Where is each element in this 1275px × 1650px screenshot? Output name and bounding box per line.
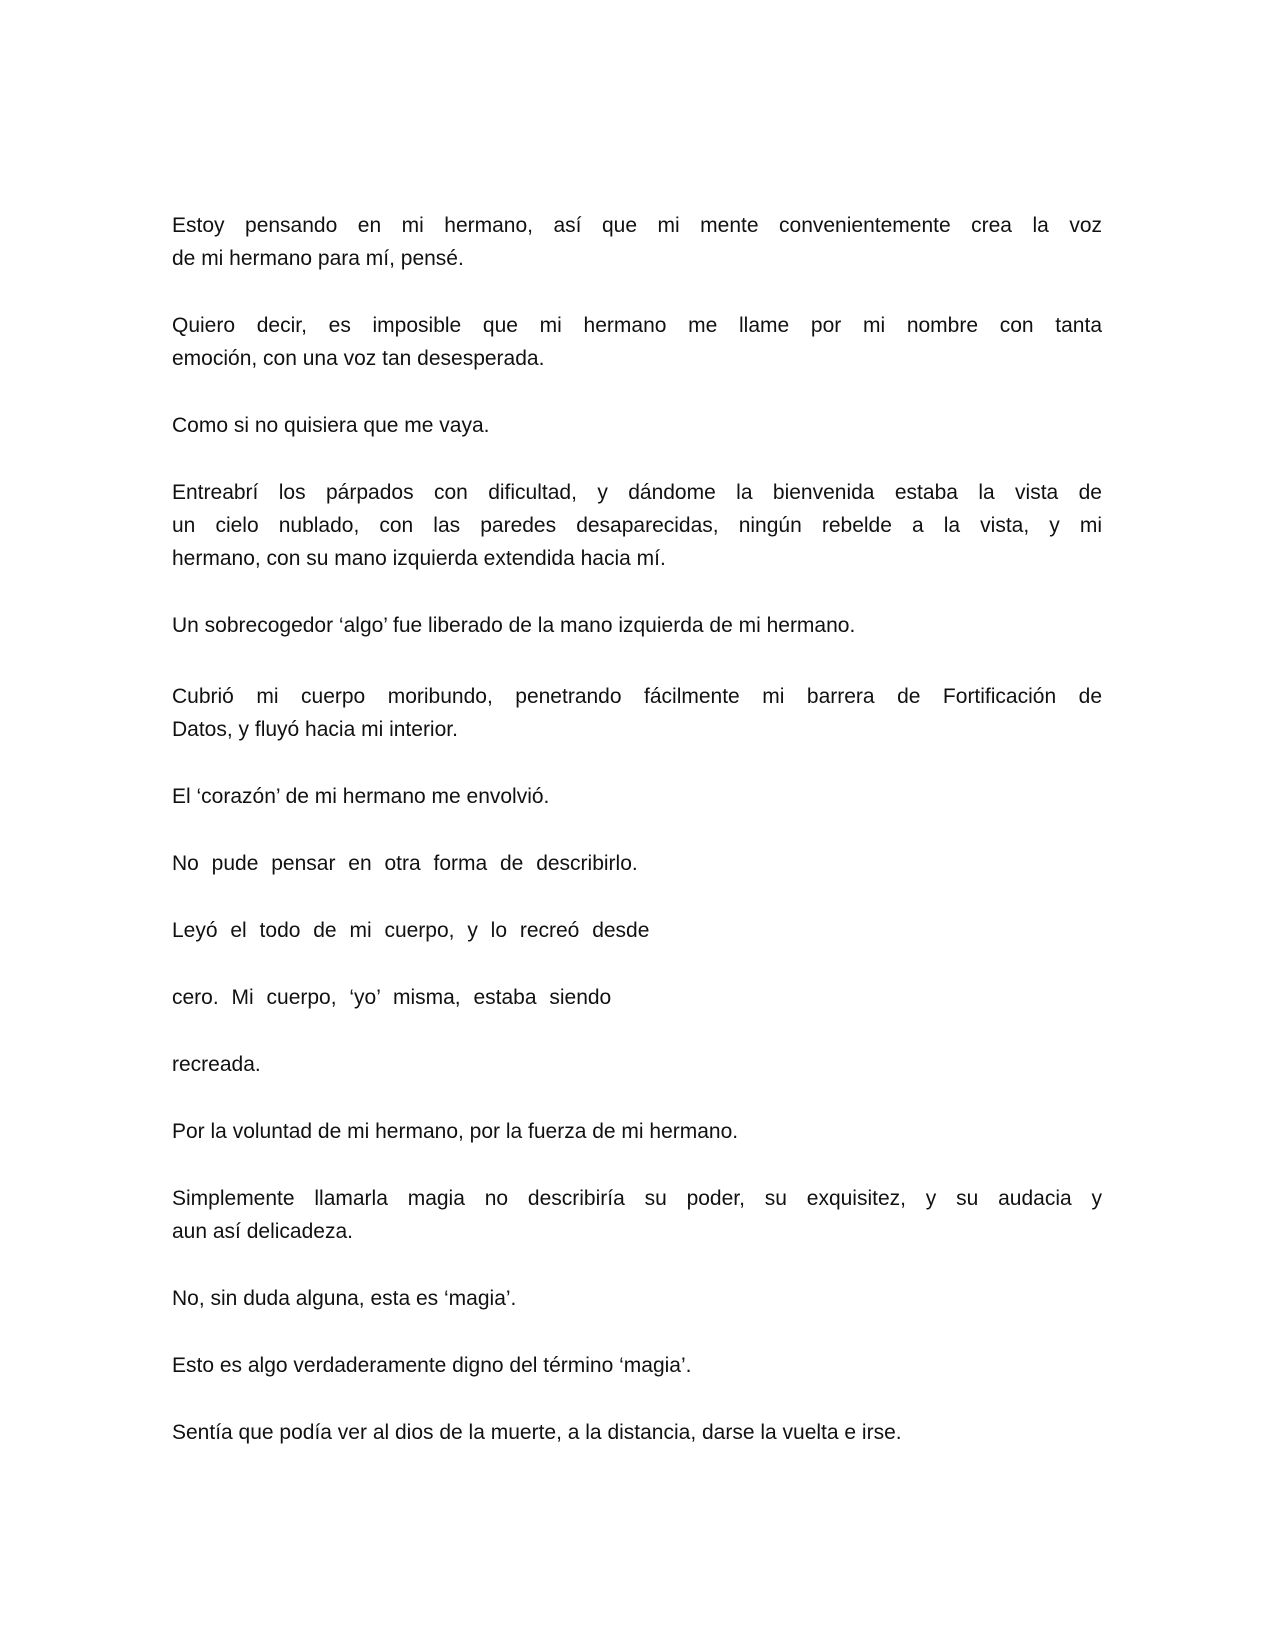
paragraph-15 <box>172 1349 1102 1382</box>
paragraph-13-line-1: Simplemente llamarla magia no describiría su poder, su exquisitez, y su audacia y <box>172 1187 1102 1210</box>
paragraph-16 <box>172 1416 1102 1449</box>
paragraph-4 <box>172 476 1102 575</box>
paragraph-10 <box>172 981 1102 1014</box>
paragraph-4-line-1: Entreabrí los párpados con dificultad, y dándome la bienvenida estaba la vista de <box>172 481 1102 504</box>
paragraph-1-line-2: de mi hermano para mí, pensé. <box>172 247 464 270</box>
paragraph-12-line-1: Por la voluntad de mi hermano, por la fuerza de mi hermano. <box>172 1120 739 1143</box>
paragraph-11-line-1: recreada. <box>172 1053 261 1076</box>
paragraph-8-line-1: No pude pensar en otra forma de describirlo. <box>172 852 638 875</box>
paragraph-14 <box>172 1282 1102 1315</box>
paragraph-13-line-2: aun así delicadeza. <box>172 1220 353 1243</box>
paragraph-11 <box>172 1048 1102 1081</box>
paragraph-6 <box>172 680 1102 746</box>
paragraph-10-line-1: cero. Mi cuerpo, ‘yo’ misma, estaba siendo <box>172 986 612 1009</box>
paragraph-3-line-1: Como si no quisiera que me vaya. <box>172 414 490 437</box>
paragraph-6-line-1: Cubrió mi cuerpo moribundo, penetrando fácilmente mi barrera de Fortificación de <box>172 685 1102 708</box>
paragraph-5-line-1: Un sobrecogedor ‘algo’ fue liberado de la mano izquierda de mi hermano. <box>172 614 856 637</box>
paragraph-9 <box>172 914 1102 947</box>
paragraph-14-line-1: No, sin duda alguna, esta es ‘magia’. <box>172 1287 517 1310</box>
paragraph-8 <box>172 847 1102 880</box>
paragraph-1-line-1: Estoy pensando en mi hermano, así que mi mente convenientemente crea la voz <box>172 214 1102 237</box>
paragraph-7 <box>172 780 1102 813</box>
paragraph-7-line-1: El ‘corazón’ de mi hermano me envolvió. <box>172 785 550 808</box>
paragraph-16-line-1: Sentía que podía ver al dios de la muerte, a la distancia, darse la vuelta e irse. <box>172 1421 902 1444</box>
paragraph-9-line-1: Leyó el todo de mi cuerpo, y lo recreó desde <box>172 919 650 942</box>
paragraph-6-line-2: Datos, y fluyó hacia mi interior. <box>172 718 458 741</box>
paragraph-1 <box>172 209 1102 275</box>
paragraph-2 <box>172 309 1102 375</box>
paragraph-15-line-1: Esto es algo verdaderamente digno del término ‘magia’. <box>172 1354 692 1377</box>
paragraph-2-line-2: emoción, con una voz tan desesperada. <box>172 347 545 370</box>
paragraph-5 <box>172 609 1102 642</box>
paragraph-12 <box>172 1115 1102 1148</box>
paragraph-13 <box>172 1182 1102 1248</box>
paragraph-3 <box>172 409 1102 442</box>
paragraph-2-line-1: Quiero decir, es imposible que mi hermano me llame por mi nombre con tanta <box>172 314 1102 337</box>
paragraph-4-line-3: hermano, con su mano izquierda extendida hacia mí. <box>172 547 666 570</box>
paragraph-4-line-2: un cielo nublado, con las paredes desaparecidas, ningún rebelde a la vista, y mi <box>172 514 1102 537</box>
